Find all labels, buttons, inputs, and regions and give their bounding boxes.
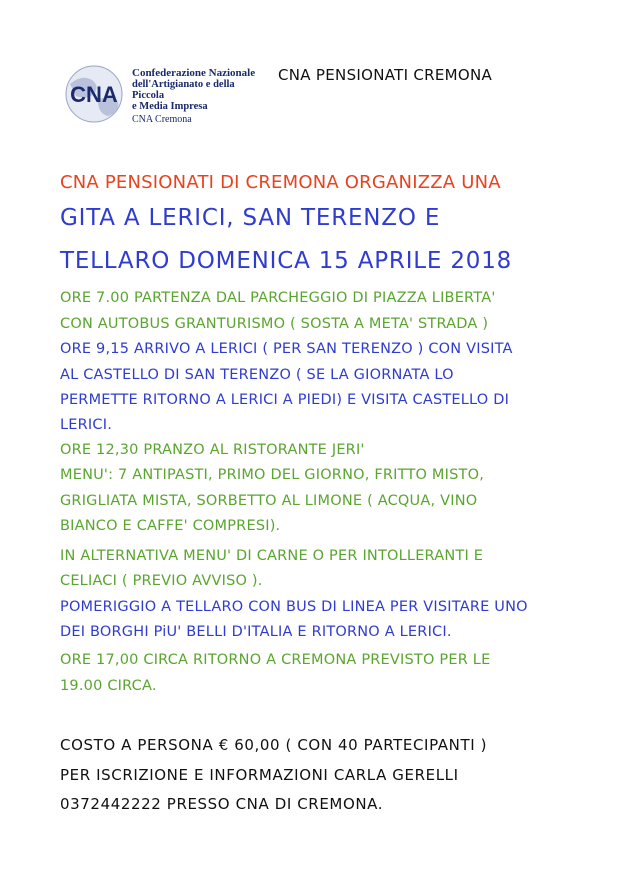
program-line: CON AUTOBUS GRANTURISMO ( SOSTA A META' STRADA ) <box>60 316 489 332</box>
program-line: ORE 7.00 PARTENZA DAL PARCHEGGIO DI PIAZZA LIBERTA' <box>60 290 496 306</box>
program-line: DEI BORGHI PiU' BELLI D'ITALIA E RITORNO A LERICI. <box>60 624 452 640</box>
program-line: ORE 12,30 PRANZO AL RISTORANTE JERI' <box>60 442 365 458</box>
headline-line: CNA PENSIONATI DI CREMONA ORGANIZZA UNA <box>60 172 501 193</box>
program-line: MENU': 7 ANTIPASTI, PRIMO DEL GIORNO, FRITTO MISTO, <box>60 467 485 483</box>
program-line: ORE 9,15 ARRIVO A LERICI ( PER SAN TERENZO ) CON VISITA <box>60 341 513 357</box>
program-line: 19.00 CIRCA. <box>60 678 157 694</box>
header-title: CNA PENSIONATI CREMONA <box>278 66 493 84</box>
program-line: LERICI. <box>60 417 113 433</box>
cna-logo <box>60 58 256 130</box>
program-line: BIANCO E CAFFE' COMPRESI). <box>60 518 281 534</box>
program-line: IN ALTERNATIVA MENU' DI CARNE O PER INTOLLERANTI E <box>60 548 484 564</box>
cna-globe-icon <box>64 64 130 124</box>
logo-line: Confederazione Nazionale <box>132 67 256 79</box>
program-line: GRIGLIATA MISTA, SORBETTO AL LIMONE ( ACQUA, VINO <box>60 493 478 509</box>
headline-line: TELLARO DOMENICA 15 APRILE 2018 <box>60 248 513 274</box>
footer-line: PER ISCRIZIONE E INFORMAZIONI CARLA GERELLI <box>60 766 459 784</box>
logo-text <box>132 68 256 125</box>
footer-line: 0372442222 PRESSO CNA DI CREMONA. <box>60 795 384 813</box>
logo-line: CNA Cremona <box>132 114 192 125</box>
logo-line: e Media Impresa <box>132 101 208 112</box>
headline-line: GITA A LERICI, SAN TERENZO E <box>60 205 441 231</box>
program-line: POMERIGGIO A TELLARO CON BUS DI LINEA PER VISITARE UNO <box>60 599 528 615</box>
program-line: ORE 17,00 CIRCA RITORNO A CREMONA PREVISTO PER LE <box>60 652 491 668</box>
header <box>60 58 580 134</box>
logo-mark: CNA <box>70 82 118 107</box>
logo-line: dell'Artigianato e della Piccola <box>132 79 235 101</box>
program-line: CELIACI ( PREVIO AVVISO ). <box>60 573 263 589</box>
program-line: PERMETTE RITORNO A LERICI A PIEDI) E VISITA CASTELLO DI <box>60 392 510 408</box>
footer-line: COSTO A PERSONA € 60,00 ( CON 40 PARTECIPANTI ) <box>60 736 488 754</box>
program-line: AL CASTELLO DI SAN TERENZO ( SE LA GIORNATA LO <box>60 367 454 383</box>
